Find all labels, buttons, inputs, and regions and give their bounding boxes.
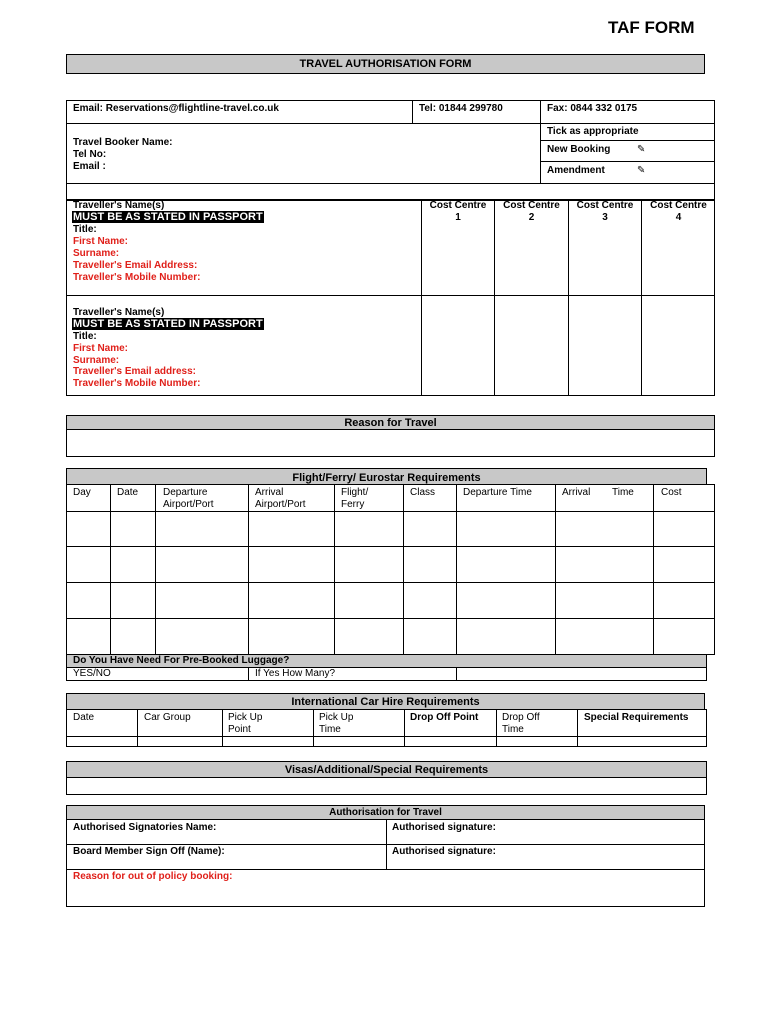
amendment-option[interactable]: Amendment: [547, 165, 605, 176]
car-col-pickup-point: Pick Up Point: [228, 712, 263, 735]
luggage-yes-no[interactable]: YES/NO: [73, 668, 111, 679]
authorised-signature-1-label: Authorised signature:: [392, 822, 496, 833]
new-booking-option[interactable]: New Booking: [547, 144, 611, 155]
traveller-1-title-label: Title:: [73, 224, 97, 235]
visas-header: Visas/Additional/Special Requirements: [66, 761, 707, 778]
luggage-question-bar: Do You Have Need For Pre-Booked Luggage?: [66, 654, 707, 668]
car-hire-header: International Car Hire Requirements: [66, 693, 705, 710]
authorisation-header: Authorisation for Travel: [66, 805, 705, 820]
traveller-1-passport-note: MUST BE AS STATED IN PASSPORT: [73, 211, 263, 223]
out-of-policy-label: Reason for out of policy booking:: [73, 871, 233, 882]
traveller-2-first-name-label: First Name:: [73, 343, 129, 354]
flight-col-date: Date: [117, 487, 139, 498]
car-col-drop-off-point: Drop Off Point: [410, 712, 479, 723]
cost-centre-1: Cost Centre 1: [429, 200, 487, 223]
booker-tel-label: Tel No:: [73, 149, 107, 160]
traveller-2-surname-label: Surname:: [73, 355, 120, 366]
flight-col-class: Class: [410, 487, 436, 498]
pencil-icon: ✎: [637, 144, 646, 155]
agency-fax: Fax: 0844 332 0175: [547, 103, 638, 114]
traveller-1-mobile-label: Traveller's Mobile Number:: [73, 272, 201, 283]
luggage-how-many[interactable]: If Yes How Many?: [255, 668, 336, 679]
authorised-signature-2-label: Authorised signature:: [392, 846, 496, 857]
flight-col-departure: Departure Airport/Port: [163, 487, 214, 510]
traveller-2-email-label: Traveller's Email address:: [73, 366, 197, 377]
flight-col-arrival-port: Arrival Airport/Port: [255, 487, 306, 510]
form-code: TAF FORM: [608, 18, 695, 37]
cost-centre-4: Cost Centre 4: [650, 200, 707, 223]
authorised-signatories-name-label: Authorised Signatories Name:: [73, 822, 217, 833]
traveller-2-title-label: Title:: [73, 331, 97, 342]
booker-email-label: Email :: [73, 161, 106, 172]
cost-centre-2: Cost Centre 2: [503, 200, 560, 223]
flight-col-day: Day: [73, 487, 91, 498]
agency-tel: Tel: 01844 299780: [419, 103, 503, 114]
flight-col-time: Time: [612, 487, 634, 498]
flight-header: Flight/Ferry/ Eurostar Requirements: [66, 468, 707, 485]
flight-col-flight-ferry: Flight/ Ferry: [341, 487, 369, 510]
contact-block: [66, 100, 715, 200]
flight-col-cost: Cost: [661, 487, 682, 498]
car-col-group: Car Group: [144, 712, 191, 723]
car-col-special: Special Requirements: [584, 712, 689, 723]
tick-label: Tick as appropriate: [547, 126, 639, 137]
car-col-drop-off-time: Drop Off Time: [502, 712, 540, 735]
traveller-1-surname-label: Surname:: [73, 248, 120, 259]
traveller-1-email-label: Traveller's Email Address:: [73, 260, 198, 271]
reason-for-travel-field[interactable]: [66, 429, 715, 457]
form-title-bar: [66, 54, 705, 74]
traveller-2-mobile-label: Traveller's Mobile Number:: [73, 378, 201, 389]
flight-col-departure-time: Departure Time: [463, 487, 532, 498]
reason-for-travel-header: Reason for Travel: [66, 415, 715, 430]
visas-field[interactable]: [66, 777, 707, 795]
cost-centre-3: Cost Centre 3: [576, 200, 634, 223]
luggage-answer-row: [66, 667, 707, 681]
traveller-2-names-label: Traveller's Name(s): [73, 307, 165, 318]
flight-col-arrival: Arrival: [562, 487, 591, 498]
car-col-pickup-time: Pick Up Time: [319, 712, 354, 735]
booker-name-label: Travel Booker Name:: [73, 137, 173, 148]
form-title: TRAVEL AUTHORISATION FORM: [299, 58, 472, 70]
pencil-icon: ✎: [637, 165, 646, 176]
traveller-1-names-label: Traveller's Name(s): [73, 200, 165, 211]
agency-email: Email: Reservations@flightline-travel.co.uk: [73, 103, 279, 114]
traveller-2-passport-note: MUST BE AS STATED IN PASSPORT: [73, 318, 263, 330]
car-col-date: Date: [73, 712, 95, 723]
traveller-1-first-name-label: First Name:: [73, 236, 129, 247]
board-member-label: Board Member Sign Off (Name):: [73, 846, 225, 857]
